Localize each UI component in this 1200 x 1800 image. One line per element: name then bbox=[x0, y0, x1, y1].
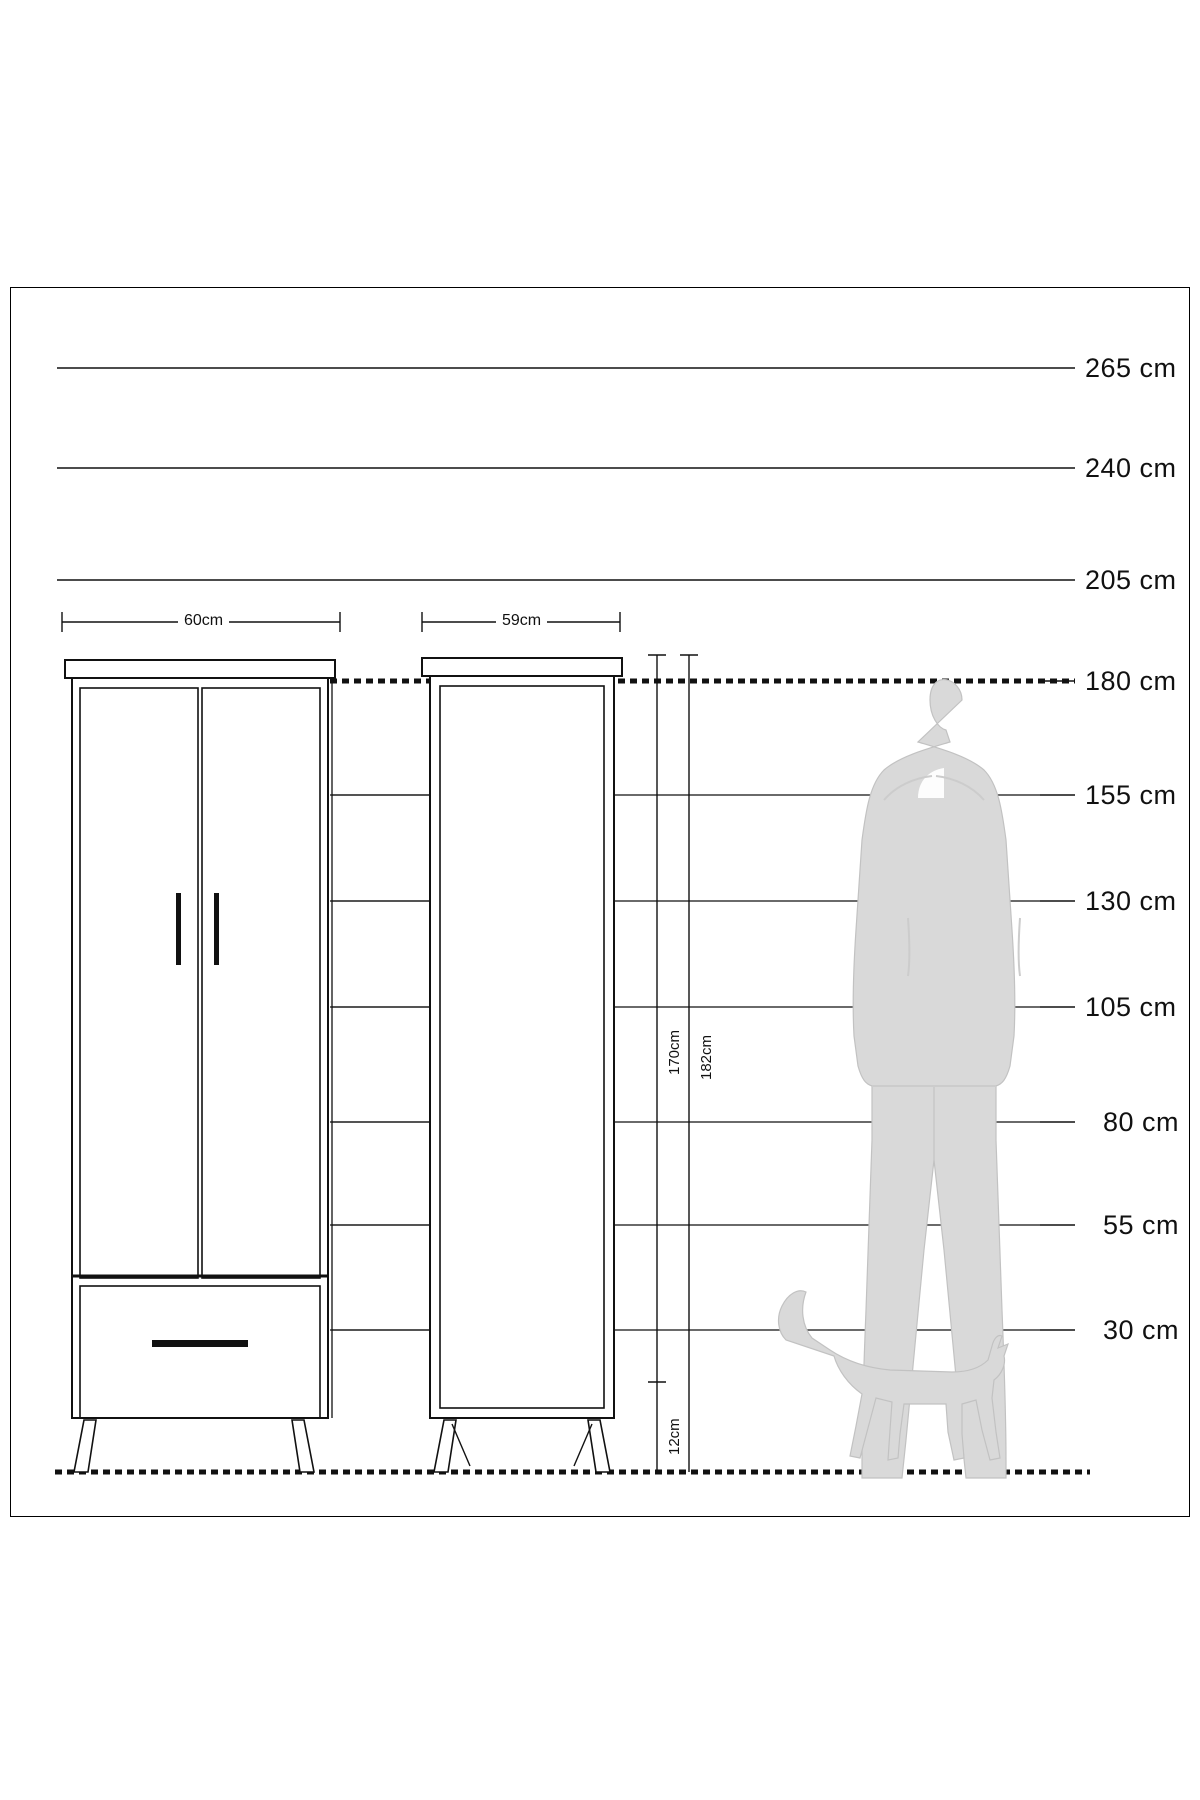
leg-left bbox=[74, 1420, 96, 1472]
scale-label-55: 55 cm bbox=[1103, 1210, 1180, 1240]
leg-right bbox=[588, 1420, 610, 1472]
background-shelf-lines bbox=[332, 681, 430, 1418]
scale-label-265: 265 cm bbox=[1085, 353, 1177, 383]
scale-label-240: 240 cm bbox=[1085, 453, 1177, 483]
tall-shelf-cabinet bbox=[422, 658, 622, 1472]
wardrobe-two-door-with-drawer bbox=[65, 660, 335, 1472]
height-label-170cm: 170cm bbox=[666, 1029, 683, 1075]
scale-label-180: 180 cm bbox=[1085, 666, 1177, 696]
height-label-182cm: 182cm bbox=[698, 1034, 715, 1080]
height-label-12cm: 12cm bbox=[666, 1418, 683, 1455]
handle-left-door bbox=[176, 893, 181, 965]
handle-right-door bbox=[214, 893, 219, 965]
scale-label-30: 30 cm bbox=[1103, 1315, 1180, 1345]
scale-label-80: 80 cm bbox=[1103, 1107, 1180, 1137]
scale-label-155: 155 cm bbox=[1085, 780, 1177, 810]
leg-right bbox=[292, 1420, 314, 1472]
width-label-60cm: 60cm bbox=[178, 612, 229, 630]
scale-label-105: 105 cm bbox=[1085, 992, 1177, 1022]
scale-label-130: 130 cm bbox=[1085, 886, 1177, 916]
scale-label-205: 205 cm bbox=[1085, 565, 1177, 595]
leg-left bbox=[434, 1420, 456, 1472]
handle-drawer bbox=[152, 1340, 248, 1347]
width-label-59cm: 59cm bbox=[496, 612, 547, 630]
